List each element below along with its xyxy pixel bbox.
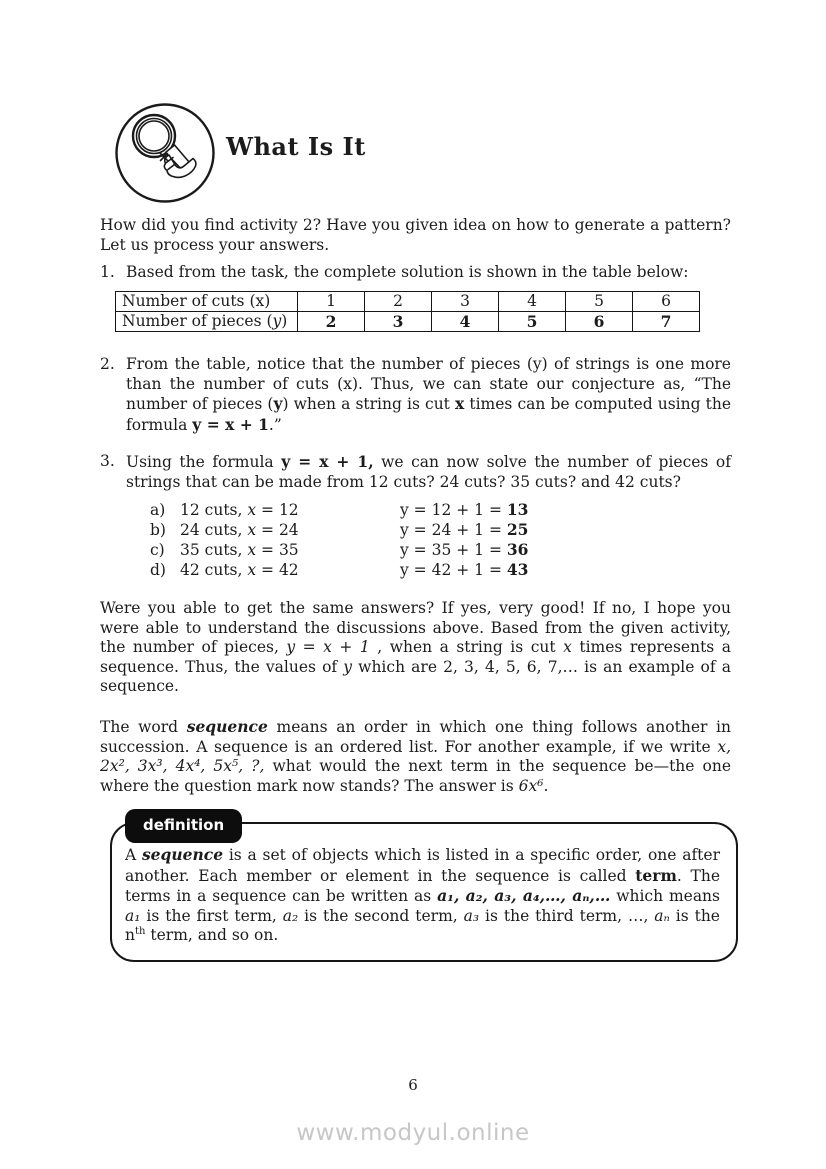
solution-given: 42 cuts, x = 42 bbox=[180, 561, 299, 579]
item-number: 1. bbox=[100, 263, 115, 281]
sequence-paragraph: The word sequence means an order in which one thing follows another in succession. A sequence is an ordered list. For another example, if we write x, 2x², 3x³, 4x⁴, 5x⁵, ?, what would the next term in the sequence be—the one where the question mark now stands? The answer is 6x⁶. bbox=[100, 717, 732, 795]
magnifier-hand-icon bbox=[113, 101, 217, 205]
solution-given: 35 cuts, x = 35 bbox=[180, 541, 299, 559]
content-area bbox=[100, 0, 731, 1169]
table-cell: 7 bbox=[633, 312, 700, 332]
item-text: Based from the task, the complete solution is shown in the table below: bbox=[126, 263, 689, 281]
row-header-pieces: Number of pieces (y) bbox=[116, 312, 298, 332]
solution-equation: y = 24 + 1 = 25 bbox=[400, 520, 529, 539]
intro-paragraph: How did you find activity 2? Have you given idea on how to generate a pattern? Let us process your answers. bbox=[100, 216, 731, 254]
solution-row-a bbox=[150, 500, 710, 520]
item-number: 3. bbox=[100, 452, 115, 470]
solution-letter: d) bbox=[150, 561, 166, 579]
table-cell: 2 bbox=[298, 312, 365, 332]
table-row-cuts bbox=[116, 292, 700, 312]
watermark-text: www.modyul.online bbox=[296, 1120, 530, 1146]
page-number: 6 bbox=[408, 1076, 418, 1094]
item-number: 2. bbox=[100, 355, 115, 373]
solution-equation: y = 12 + 1 = 13 bbox=[400, 500, 529, 519]
table-cell: 2 bbox=[365, 292, 432, 312]
table-cell: 4 bbox=[432, 312, 499, 332]
solution-letter: c) bbox=[150, 541, 165, 559]
discussion-paragraph: Were you able to get the same answers? If yes, very good! If no, I hope you were able to understand the discussions above. Based from the given activity, the number of pieces, y = x + 1 , when a string is cut x times represents a sequence. Thus, the values of y which are 2, 3, 4, 5, 6, 7,… is an example of a sequence. bbox=[100, 599, 731, 696]
definition-tab-label: definition bbox=[125, 809, 242, 843]
solution-equation: y = 42 + 1 = 43 bbox=[400, 560, 529, 579]
solution-given: 12 cuts, x = 12 bbox=[180, 501, 299, 519]
solution-row-d bbox=[150, 560, 710, 580]
definition-box bbox=[110, 816, 738, 962]
solution-letter: a) bbox=[150, 501, 166, 519]
list-item-3 bbox=[100, 452, 731, 492]
page-title: What Is It bbox=[226, 132, 366, 161]
list-item-2 bbox=[100, 355, 731, 435]
table-cell: 3 bbox=[365, 312, 432, 332]
table-row-pieces bbox=[116, 312, 700, 332]
table-cell: 1 bbox=[298, 292, 365, 312]
solution-given: 24 cuts, x = 24 bbox=[180, 521, 299, 539]
table-cell: 6 bbox=[633, 292, 700, 312]
item-text: Using the formula y = x + 1, we can now solve the number of pieces of strings that can be made from 12 cuts? 24 cuts? 35 cuts? and 42 cuts? bbox=[126, 452, 731, 491]
solution-row-b bbox=[150, 520, 710, 540]
table-cell: 6 bbox=[566, 312, 633, 332]
solution-table bbox=[115, 291, 700, 332]
solution-equation: y = 35 + 1 = 36 bbox=[400, 540, 529, 559]
table-cell: 3 bbox=[432, 292, 499, 312]
solutions-list bbox=[150, 500, 710, 580]
solution-letter: b) bbox=[150, 521, 166, 539]
definition-text: A sequence is a set of objects which is listed in a specific order, one after another. Each member or element in the sequence is called term. The terms in a sequence can be written as a₁, a₂, a₃, a₄,…, aₙ,… which means a₁ is the first term, a₂ is the second term, a₃ is the third term, …, aₙ is the $n^{th}$ term, and so on. bbox=[125, 845, 720, 945]
table-cell: 4 bbox=[499, 292, 566, 312]
table-cell: 5 bbox=[499, 312, 566, 332]
table-cell: 5 bbox=[566, 292, 633, 312]
item-text: From the table, notice that the number of pieces (y) of strings is one more than the number of cuts (x). Thus, we can state our conjecture as, “The number of pieces (y) when a string is cut x times can be computed using the formula y = x + 1.” bbox=[126, 355, 731, 434]
list-item-1 bbox=[100, 263, 731, 283]
solution-row-c bbox=[150, 540, 710, 560]
row-header-cuts: Number of cuts (x) bbox=[116, 292, 298, 312]
